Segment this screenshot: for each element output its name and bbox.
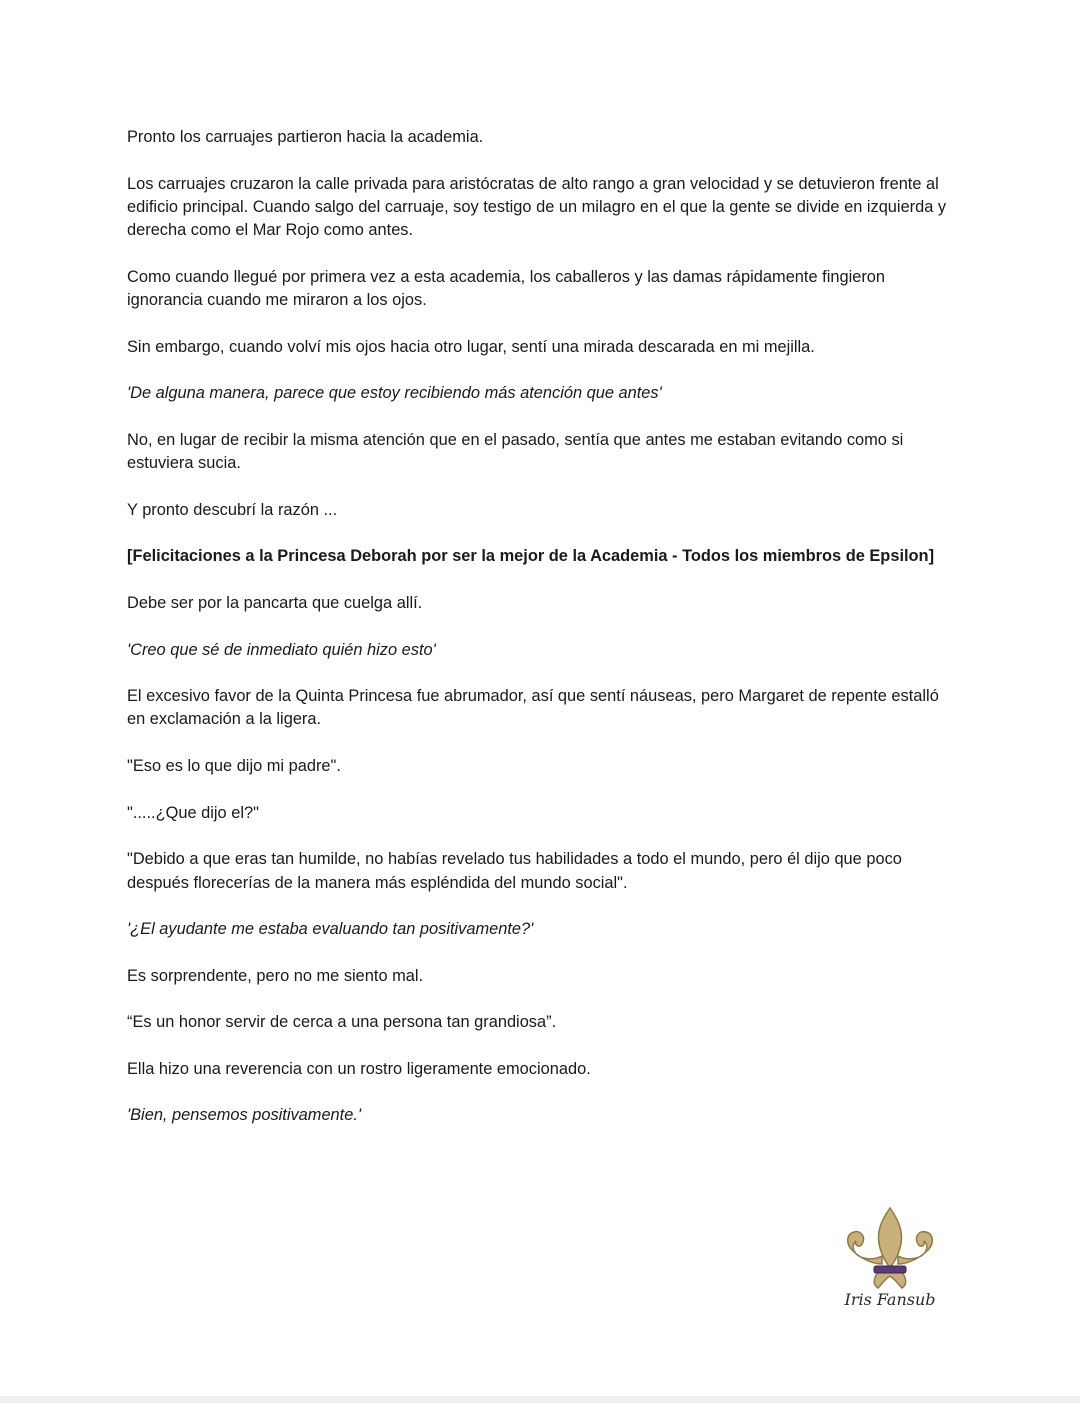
page-bottom-edge [0,1396,1080,1403]
paragraph: Los carruajes cruzaron la calle privada para aristócratas de alto rango a gran velocidad y se detuvieron frente al edificio principal. Cuando salgo del carruaje, soy testigo de un milagro en el que la gente se divide en izquierda y derecha como el Mar Rojo como antes. [127,174,947,240]
dialogue-paragraph: ".....¿Que dijo el?" [127,803,259,822]
paragraph: Debe ser por la pancarta que cuelga allí. [127,593,423,612]
paragraph: Pronto los carruajes partieron hacia la academia. [127,128,484,146]
paragraph: Ella hizo una reverencia con un rostro ligeramente emocionado. [127,1059,591,1078]
thought-paragraph: '¿El ayudante me estaba evaluando tan positivamente?' [127,920,534,939]
paragraph: Y pronto descubrí la razón ... [127,500,338,519]
paragraph: Como cuando llegué por primera vez a esta academia, los caballeros y las damas rápidamente fingieron ignorancia cuando me miraron a los ojos. [127,267,886,310]
thought-paragraph: 'Bien, pensemos positivamente.' [127,1106,362,1125]
fleur-de-lis-icon [838,1206,942,1290]
banner-paragraph: [Felicitaciones a la Princesa Deborah por ser la mejor de la Academia - Todos los miembros de Epsilon] [127,547,935,566]
paragraph: El excesivo favor de la Quinta Princesa fue abrumador, así que sentí náuseas, pero Margaret de repente estalló en exclamación a la ligera. [127,687,939,729]
logo-text: Iris Fansub [844,1290,936,1309]
dialogue-paragraph: “Es un honor servir de cerca a una persona tan grandiosa”. [127,1013,557,1032]
dialogue-paragraph: "Eso es lo que dijo mi padre". [127,757,341,776]
iris-fansub-logo [838,1206,942,1316]
paragraph: Es sorprendente, pero no me siento mal. [127,966,424,985]
paragraph: Sin embargo, cuando volví mis ojos hacia otro lugar, sentí una mirada descarada en mi mejilla. [127,337,815,356]
thought-paragraph: 'Creo que sé de inmediato quién hizo esto' [127,640,436,659]
dialogue-paragraph: "Debido a que eras tan humilde, no habías revelado tus habilidades a todo el mundo, pero él dijo que poco después florecerías de la manera más espléndida del mundo social". [127,850,902,892]
document-body [127,126,957,1151]
thought-paragraph: 'De alguna manera, parece que estoy recibiendo más atención que antes' [127,384,662,403]
paragraph: No, en lugar de recibir la misma atención que en el pasado, sentía que antes me estaban evitando como si estuviera sucia. [127,430,904,473]
